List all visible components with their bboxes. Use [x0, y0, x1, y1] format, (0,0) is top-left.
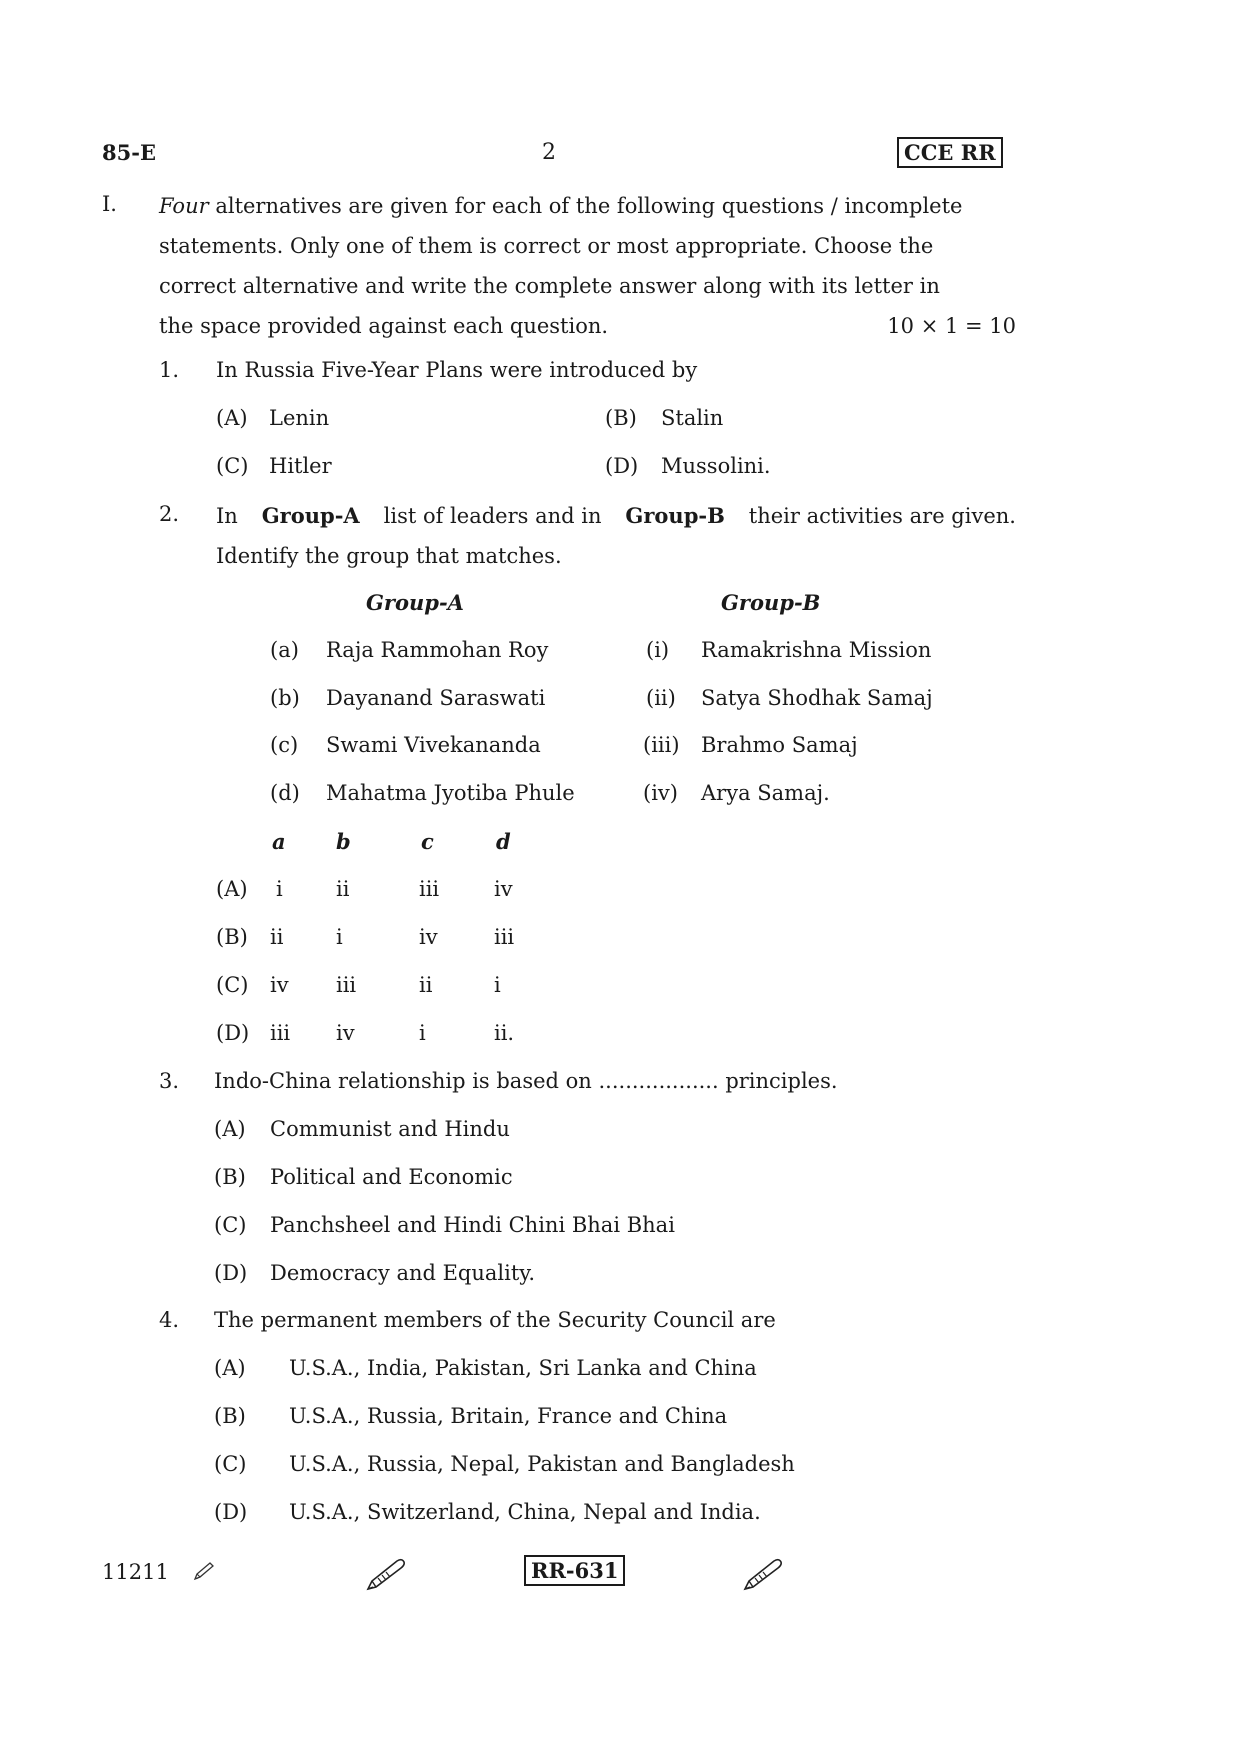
match-option-c-col-b: iii — [336, 973, 357, 997]
q3-option-d-text: Democracy and Equality. — [270, 1261, 536, 1285]
group-b-label-ii: (ii) — [646, 686, 676, 710]
instruction-lead: Four — [159, 194, 209, 218]
group-b-label-iv: (iv) — [643, 781, 678, 805]
match-header-c: c — [421, 829, 434, 854]
group-a-item-b: Dayanand Saraswati — [326, 686, 546, 710]
pen-icon — [364, 1556, 408, 1592]
match-option-a-letter: (A) — [216, 877, 248, 901]
match-option-a-col-c: iii — [419, 877, 440, 901]
group-a-item-c: Swami Vivekananda — [326, 733, 541, 757]
marks: 10 × 1 = 10 — [887, 314, 1016, 338]
q3-option-a-text: Communist and Hindu — [270, 1117, 510, 1141]
series-tag: CCE RR — [897, 137, 1003, 168]
q1-number: 1. — [159, 358, 180, 382]
group-b-item-iv: Arya Samaj. — [701, 781, 830, 805]
q2-text-mid: list of leaders and in — [383, 504, 602, 528]
q4-number: 4. — [159, 1308, 180, 1332]
instruction-line-4: the space provided against each question. — [159, 314, 609, 338]
match-option-b-col-d: iii — [494, 925, 515, 949]
match-option-a-col-b: ii — [336, 877, 350, 901]
match-option-b-letter: (B) — [216, 925, 248, 949]
q2-text-line-2: Identify the group that matches. — [216, 544, 562, 568]
match-option-b-col-c: iv — [419, 925, 438, 949]
match-header-b: b — [336, 829, 351, 854]
q1-option-a-letter: (A) — [216, 406, 248, 430]
page-number: 2 — [542, 140, 556, 165]
q1-option-b-letter: (B) — [605, 406, 637, 430]
pen-icon — [741, 1556, 785, 1592]
match-option-c-col-d: i — [494, 973, 501, 997]
q4-option-a-text: U.S.A., India, Pakistan, Sri Lanka and China — [289, 1356, 757, 1380]
group-a-item-d: Mahatma Jyotiba Phule — [326, 781, 575, 805]
instruction-line-1: alternatives are given for each of the following questions / incomplete — [215, 194, 963, 218]
section-instructions — [159, 186, 1016, 346]
q4-option-d-text: U.S.A., Switzerland, China, Nepal and India. — [289, 1500, 761, 1524]
q1-option-b-text: Stalin — [661, 406, 724, 430]
q2-text — [216, 496, 1016, 576]
match-option-c-col-a: iv — [270, 973, 289, 997]
group-a-label-c: (c) — [270, 733, 299, 757]
q4-option-c-letter: (C) — [214, 1452, 247, 1476]
q2-text-end: their activities are given. — [748, 504, 1016, 528]
q2-text-in: In — [216, 504, 238, 528]
group-b-item-i: Ramakrishna Mission — [701, 638, 932, 662]
q4-text: The permanent members of the Security Council are — [214, 1308, 776, 1332]
section-number: I. — [102, 192, 117, 216]
paper-code: 85-E — [102, 140, 156, 165]
footer-paper-code: RR-631 — [524, 1555, 625, 1586]
q4-option-d-letter: (D) — [214, 1500, 248, 1524]
group-b-label-iii: (iii) — [643, 733, 680, 757]
q3-text: Indo-China relationship is based on .................. principles. — [214, 1069, 838, 1093]
match-option-b-col-a: ii — [270, 925, 284, 949]
match-option-c-letter: (C) — [216, 973, 249, 997]
q1-option-c-letter: (C) — [216, 454, 249, 478]
match-option-a-col-d: iv — [494, 877, 513, 901]
q3-option-c-letter: (C) — [214, 1213, 247, 1237]
match-option-d-col-d: ii. — [494, 1021, 515, 1045]
match-option-b-col-b: i — [336, 925, 343, 949]
group-b-heading: Group-B — [721, 590, 821, 615]
footer-code: 11211 — [102, 1560, 169, 1584]
group-b-item-iii: Brahmo Samaj — [701, 733, 858, 757]
match-option-d-col-a: iii — [270, 1021, 291, 1045]
q1-option-d-letter: (D) — [605, 454, 639, 478]
match-option-d-col-c: i — [419, 1021, 426, 1045]
q4-option-b-text: U.S.A., Russia, Britain, France and China — [289, 1404, 728, 1428]
q4-option-a-letter: (A) — [214, 1356, 246, 1380]
match-option-c-col-c: ii — [419, 973, 433, 997]
q3-option-a-letter: (A) — [214, 1117, 246, 1141]
group-a-label-d: (d) — [270, 781, 300, 805]
group-b-label-i: (i) — [646, 638, 670, 662]
q2-group-b-word: Group-B — [625, 503, 725, 528]
group-b-item-ii: Satya Shodhak Samaj — [701, 686, 933, 710]
q4-option-b-letter: (B) — [214, 1404, 246, 1428]
group-a-heading: Group-A — [366, 590, 464, 615]
q1-text: In Russia Five-Year Plans were introduced by — [216, 358, 698, 382]
group-a-label-a: (a) — [270, 638, 299, 662]
match-header-a: a — [272, 829, 286, 854]
q1-option-a-text: Lenin — [269, 406, 330, 430]
q4-option-c-text: U.S.A., Russia, Nepal, Pakistan and Bangladesh — [289, 1452, 795, 1476]
q2-number: 2. — [159, 502, 180, 526]
q3-option-c-text: Panchsheel and Hindi Chini Bhai Bhai — [270, 1213, 675, 1237]
pencil-icon — [192, 1560, 216, 1582]
group-a-label-b: (b) — [270, 686, 300, 710]
match-option-d-col-b: iv — [336, 1021, 355, 1045]
q1-option-d-text: Mussolini. — [661, 454, 771, 478]
q3-option-b-letter: (B) — [214, 1165, 246, 1189]
match-option-a-col-a: i — [276, 877, 283, 901]
q2-group-a-word: Group-A — [261, 503, 360, 528]
q3-number: 3. — [159, 1069, 180, 1093]
q3-option-d-letter: (D) — [214, 1261, 248, 1285]
group-a-item-a: Raja Rammohan Roy — [326, 638, 549, 662]
instruction-line-2: statements. Only one of them is correct or most appropriate. Choose the — [159, 234, 934, 258]
q3-option-b-text: Political and Economic — [270, 1165, 513, 1189]
q1-option-c-text: Hitler — [269, 454, 332, 478]
instruction-line-3: correct alternative and write the complete answer along with its letter in — [159, 274, 940, 298]
match-header-d: d — [496, 829, 511, 854]
match-option-d-letter: (D) — [216, 1021, 250, 1045]
